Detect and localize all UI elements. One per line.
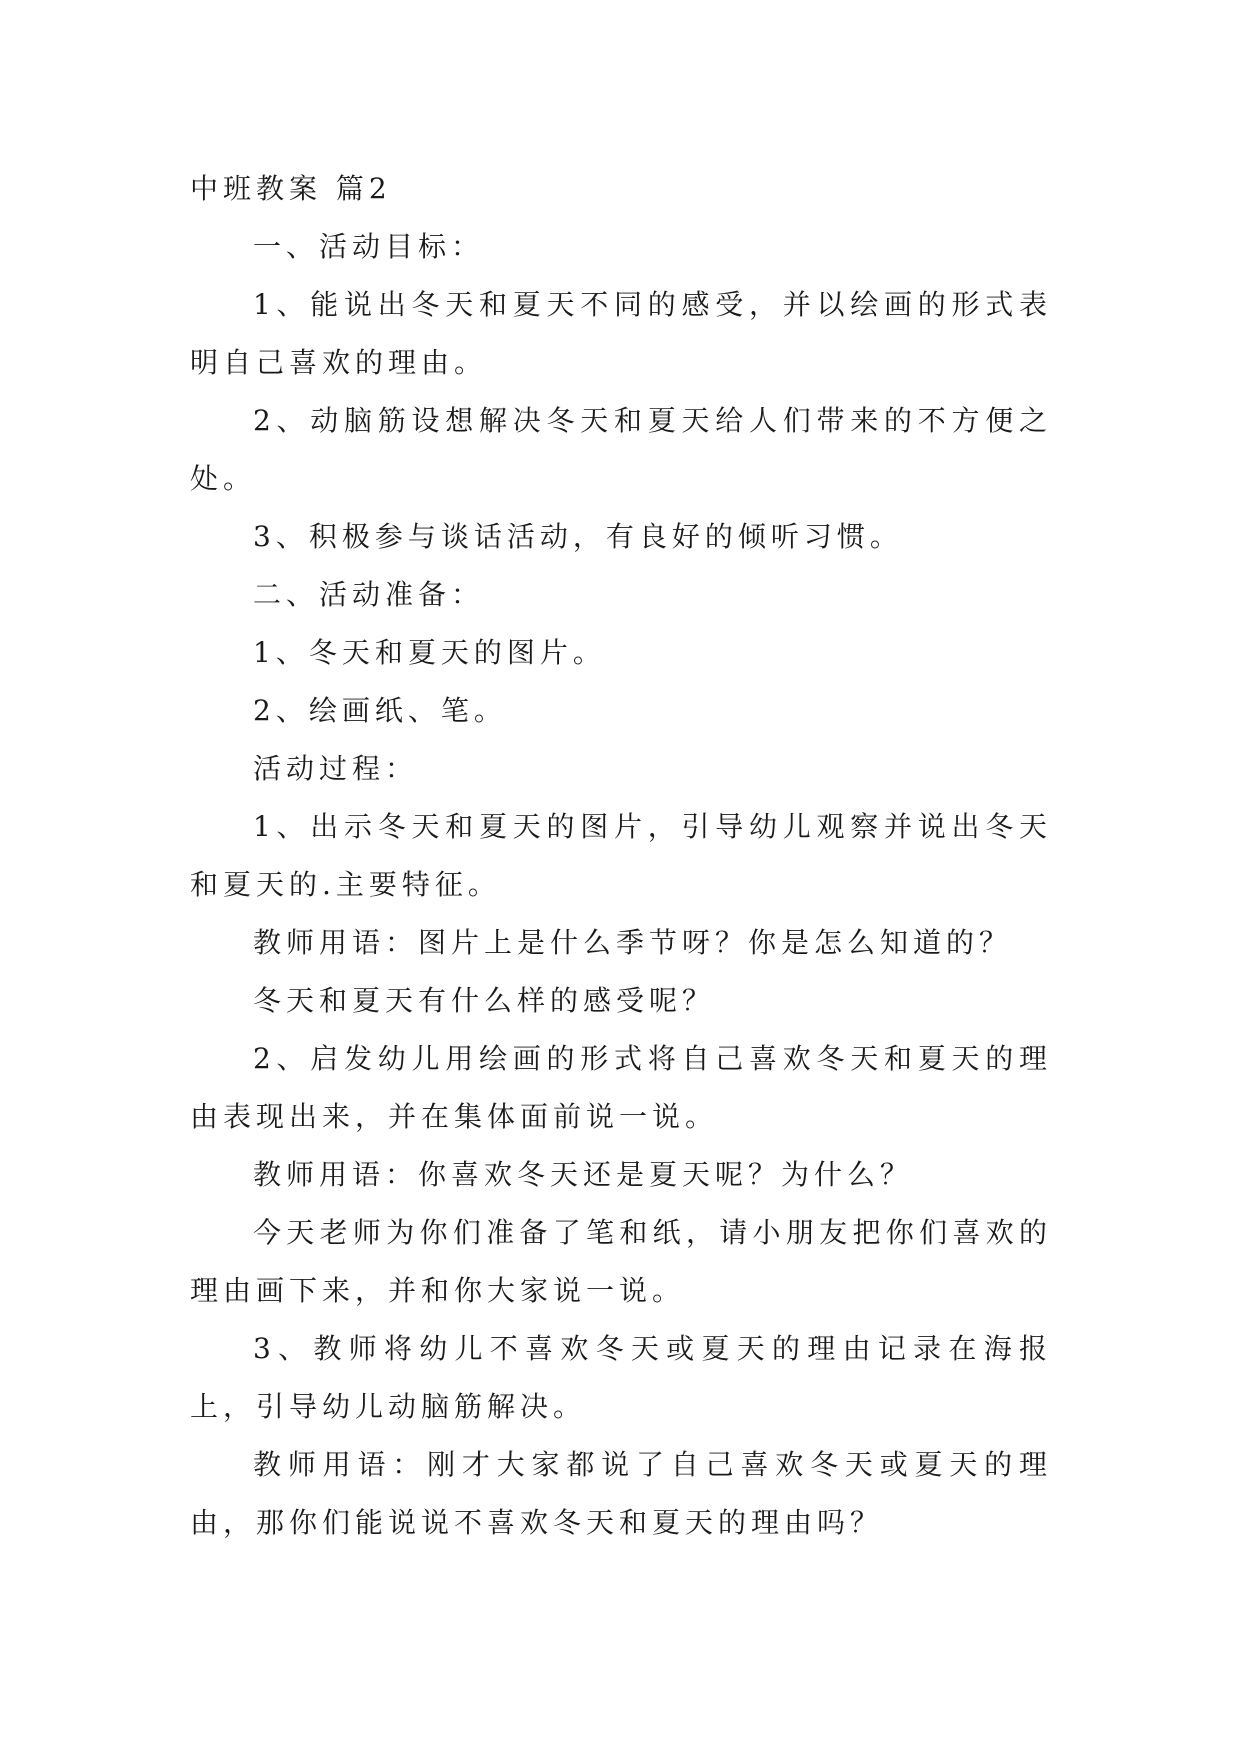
preparation-item-2: 2、绘画纸、笔。 xyxy=(253,694,507,727)
teacher-speech-1: 教师用语：图片上是什么季节呀？你是怎么知道的？ xyxy=(253,926,1013,959)
teacher-speech-1b: 冬天和夏天有什么样的感受呢？ xyxy=(253,984,716,1017)
process-step-2: 2、启发幼儿用绘画的形式将自己喜欢冬天和夏天的理由表现出来，并在集体面前说一说。 xyxy=(190,1042,1052,1133)
teacher-speech-2: 教师用语：你喜欢冬天还是夏天呢？为什么？ xyxy=(253,1158,914,1191)
section-heading-preparation: 二、活动准备： xyxy=(253,578,485,611)
teacher-speech-2b: 今天老师为你们准备了笔和纸，请小朋友把你们喜欢的理由画下来，并和你大家说一说。 xyxy=(190,1216,1052,1307)
goal-item-1: 1、能说出冬天和夏天不同的感受，并以绘画的形式表明自己喜欢的理由。 xyxy=(190,288,1052,379)
preparation-item-1: 1、冬天和夏天的图片。 xyxy=(253,636,606,669)
document-title: 中班教案 篇2 xyxy=(190,172,392,205)
document-body xyxy=(190,160,1052,1552)
teacher-speech-3: 教师用语：刚才大家都说了自己喜欢冬天或夏天的理由，那你们能说说不喜欢冬天和夏天的理由吗？ xyxy=(190,1448,1052,1539)
section-heading-goals: 一、活动目标： xyxy=(253,230,485,263)
section-heading-process: 活动过程： xyxy=(253,752,419,785)
goal-item-2: 2、动脑筋设想解决冬天和夏天给人们带来的不方便之处。 xyxy=(190,404,1052,495)
process-step-3: 3、教师将幼儿不喜欢冬天或夏天的理由记录在海报上，引导幼儿动脑筋解决。 xyxy=(190,1332,1052,1423)
goal-item-3: 3、积极参与谈话活动，有良好的倾听习惯。 xyxy=(253,520,903,553)
process-step-1: 1、出示冬天和夏天的图片，引导幼儿观察并说出冬天和夏天的.主要特征。 xyxy=(190,810,1052,901)
